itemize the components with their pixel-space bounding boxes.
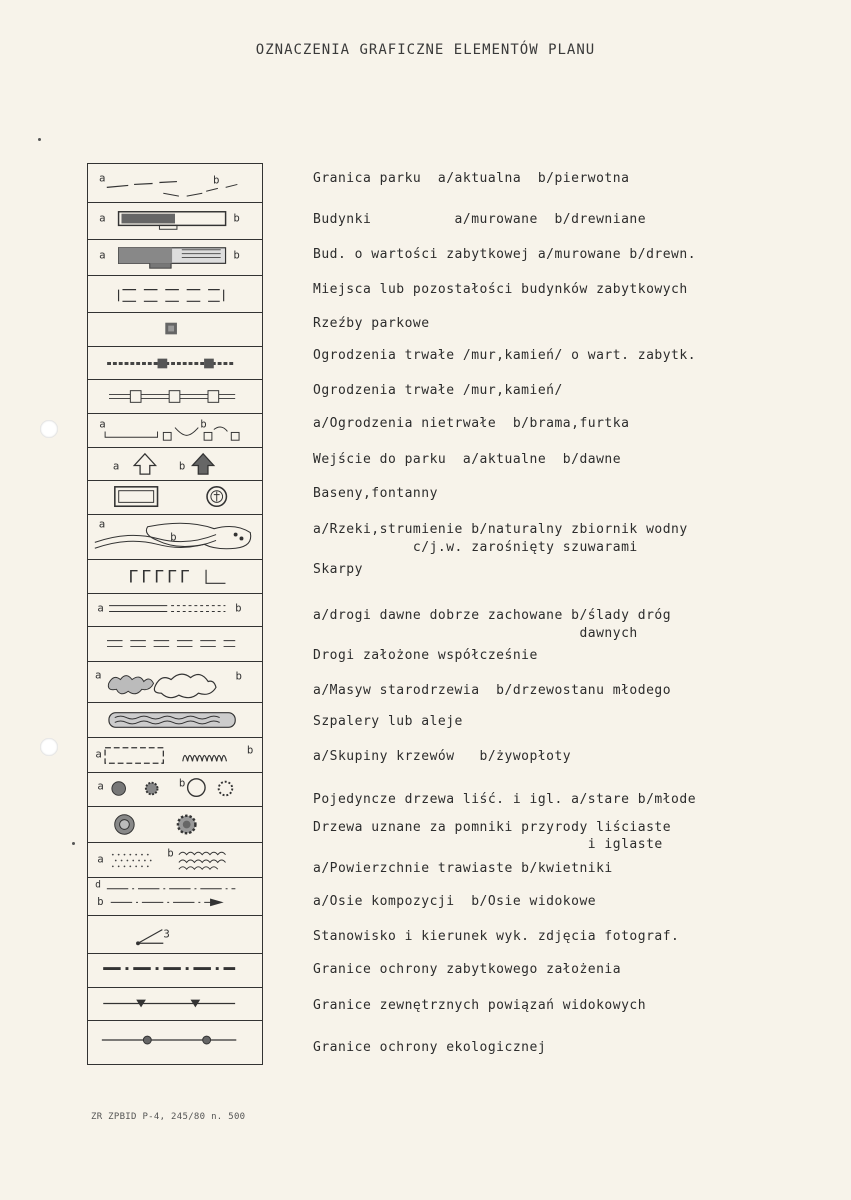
- svg-text:ΓΓΓΓΓ: ΓΓΓΓΓ: [128, 567, 193, 587]
- legend-description: Bud. o wartości zabytkowej a/murowane b/drewn.: [313, 247, 697, 262]
- svg-text:a: a: [99, 248, 106, 262]
- legend-description: Baseny,fontanny: [313, 486, 438, 501]
- ecological-protection-symbol: [88, 1021, 262, 1064]
- legend-description: Granice ochrony zabytkowego założenia: [313, 962, 622, 977]
- svg-text:b: b: [233, 211, 240, 225]
- modern-roads-symbol: [88, 627, 262, 662]
- old-roads-symbol: [88, 594, 262, 627]
- legend-description: a/Skupiny krzewów b/żywopłoty: [313, 749, 572, 764]
- svg-text:a: a: [95, 747, 102, 761]
- park-boundary-symbol: [88, 164, 262, 203]
- svg-text:3: 3: [163, 927, 170, 941]
- svg-text:b: b: [246, 743, 254, 757]
- svg-text:a: a: [97, 852, 104, 866]
- legend-description: Skarpy: [313, 562, 363, 577]
- legend-description: Granice ochrony ekologicznej: [313, 1040, 547, 1055]
- svg-text:a: a: [112, 459, 120, 473]
- svg-text:a: a: [98, 517, 106, 531]
- svg-text:b: b: [167, 846, 174, 860]
- legend-description: Szpalery lub aleje: [313, 714, 463, 729]
- footer-stamp: ZR ZPBID P-4, 245/80 n. 500: [91, 1112, 246, 1122]
- svg-text:a: a: [99, 211, 106, 225]
- entrance-symbol: [88, 448, 262, 481]
- legend-symbol-column: [87, 163, 263, 1065]
- legend-description: a/Ogrodzenia nietrwałe b/brama,furtka: [313, 416, 630, 431]
- photo-position-symbol: [88, 916, 262, 954]
- sculpture-symbol: [88, 313, 262, 347]
- historic-fence-symbol: [88, 347, 262, 380]
- building-remains-symbol: [88, 276, 262, 313]
- monument-trees-symbol: [88, 807, 262, 843]
- park-boundary-icon: [88, 164, 262, 202]
- shrubs-symbol: [88, 738, 262, 773]
- axes-symbol: [88, 878, 262, 916]
- view-links-symbol: [88, 988, 262, 1021]
- svg-text:b: b: [97, 895, 104, 909]
- legend-description: Miejsca lub pozostałości budynków zabytkowych: [313, 282, 688, 297]
- legend-description: Rzeźby parkowe: [313, 316, 430, 331]
- legend-description: Budynki a/murowane b/drewniane: [313, 212, 647, 227]
- legend-description: Granice zewnętrznych powiązań widokowych: [313, 998, 647, 1013]
- legend-description: Pojedyncze drzewa liść. i igl. a/stare b/młode: [313, 792, 697, 807]
- escarpment-symbol: [88, 560, 262, 594]
- svg-text:b: b: [178, 776, 186, 790]
- svg-text:b: b: [213, 173, 220, 187]
- paper-fleck: [72, 842, 75, 845]
- svg-text:b: b: [200, 417, 207, 431]
- single-trees-symbol: [88, 773, 262, 807]
- svg-text:b: b: [170, 530, 177, 544]
- legend-description: Stanowisko i kierunek wyk. zdjęcia fotograf.: [313, 929, 680, 944]
- legend-description: a/Powierzchnie trawiaste b/kwietniki: [313, 861, 613, 876]
- svg-text:a: a: [97, 601, 104, 615]
- paper-fleck: [38, 138, 41, 141]
- legend-description: a/Osie kompozycji b/Osie widokowe: [313, 894, 597, 909]
- punch-hole: [40, 738, 58, 756]
- pool-fountain-symbol: [88, 481, 262, 515]
- water-symbol: [88, 515, 262, 560]
- svg-text:b: b: [235, 601, 242, 615]
- building-symbol: [88, 203, 262, 240]
- legend-description: Granica parku a/aktualna b/pierwotna: [313, 171, 630, 186]
- legend-description: Drzewa uznane za pomniki przyrody liściaste i iglaste: [313, 820, 672, 852]
- svg-text:a: a: [97, 779, 104, 793]
- svg-text:a: a: [99, 417, 106, 431]
- lawn-symbol: [88, 843, 262, 878]
- tree-mass-symbol: [88, 662, 262, 703]
- legend-description: Ogrodzenia trwałe /mur,kamień/ o wart. zabytk.: [313, 348, 697, 363]
- svg-text:b: b: [235, 669, 242, 683]
- permanent-fence-symbol: [88, 380, 262, 414]
- legend-description: a/Masyw starodrzewia b/drzewostanu młodego: [313, 683, 672, 698]
- legend-description: Ogrodzenia trwałe /mur,kamień/: [313, 383, 563, 398]
- legend-description: a/Rzeki,strumienie b/naturalny zbiornik wodny c/j.w. zarośnięty szuwarami: [313, 522, 688, 555]
- svg-text:b: b: [178, 459, 186, 473]
- svg-text:b: b: [233, 248, 240, 262]
- heritage-protection-symbol: [88, 954, 262, 988]
- historic-building-symbol: [88, 240, 262, 276]
- temporary-fence-symbol: [88, 414, 262, 448]
- legend-description: Drogi założone współcześnie: [313, 648, 538, 663]
- punch-hole: [40, 420, 58, 438]
- svg-text:a: a: [99, 171, 106, 185]
- legend-description: a/drogi dawne dobrze zachowane b/ślady dróg dawnych: [313, 608, 672, 641]
- svg-text:a: a: [95, 668, 102, 682]
- alley-symbol: [88, 703, 262, 738]
- page-title: OZNACZENIA GRAFICZNE ELEMENTÓW PLANU: [255, 42, 596, 58]
- legend-description: Wejście do parku a/aktualne b/dawne: [313, 452, 622, 467]
- svg-text:d: d: [95, 879, 102, 891]
